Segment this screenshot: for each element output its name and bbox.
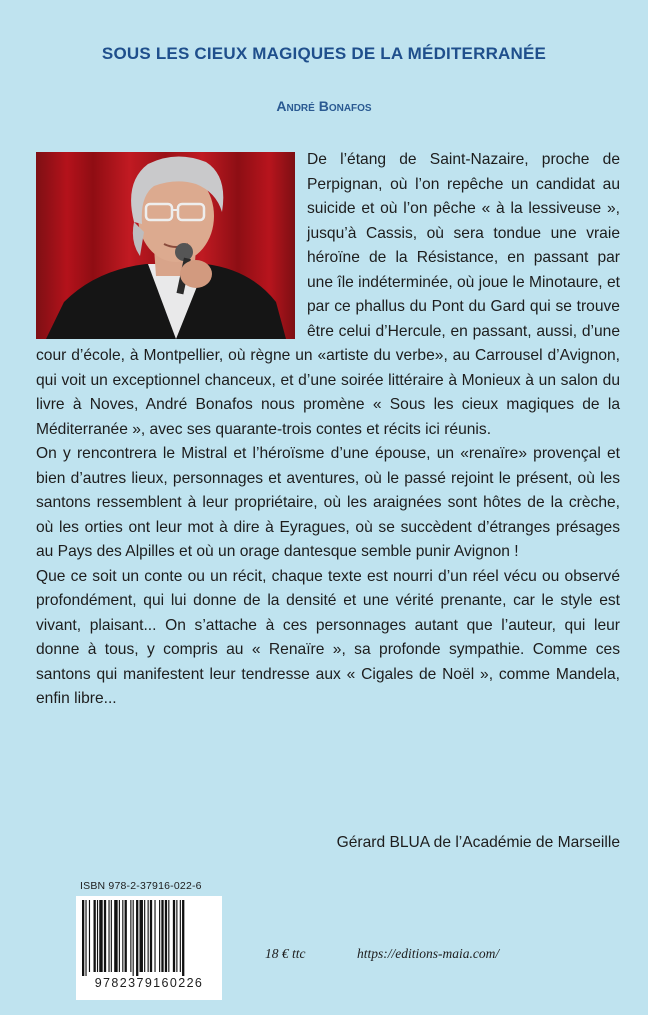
barcode-bar bbox=[173, 900, 175, 972]
barcode-bar bbox=[82, 900, 84, 976]
author-name: André Bonafos bbox=[276, 98, 372, 114]
barcode-bar bbox=[125, 900, 127, 972]
barcode-bar bbox=[140, 900, 143, 972]
barcode-bar bbox=[85, 900, 86, 976]
barcode-bar bbox=[111, 900, 112, 972]
barcode-bar bbox=[89, 900, 90, 972]
barcode-bar bbox=[97, 900, 98, 972]
book-title: SOUS LES CIEUX MAGIQUES DE LA MÉDITERRANÉE bbox=[101, 44, 547, 63]
barcode-bar bbox=[182, 900, 184, 976]
barcode-bar bbox=[104, 900, 106, 972]
blurb-paragraph-3: Que ce soit un conte ou un récit, chaque texte est nourri d’un réel vécu ou observé profondément, qui lui donne de la densité et une vérité prenante, car le style est vivant, plaisant... On s’attache à ces personnages autant que l’auteur, qui leur donne à tous, y compris au « Renaïre », sa profonde sympathie. Comme ces santons qui manifestent leur tendresse aux « Cigales de Noël », comme Mandela, enfin libre... bbox=[36, 567, 620, 707]
barcode-bar bbox=[122, 900, 123, 972]
barcode bbox=[76, 896, 222, 1000]
back-cover-blurb bbox=[36, 148, 620, 712]
barcode-bar bbox=[108, 900, 109, 972]
barcode-bar bbox=[144, 900, 145, 972]
barcode-bar bbox=[136, 900, 138, 976]
barcode-bar bbox=[119, 900, 120, 972]
barcode-bar bbox=[159, 900, 160, 972]
publisher-url[interactable]: https://editions-maia.com/ bbox=[357, 946, 500, 961]
blurb-paragraph-2: On y rencontrera le Mistral et l’héroïsme d’une épouse, un «renaïre» provençal et bien d’autres lieux, personnages et aventures, où le passé rejoint le présent, où les santons ressemblent à leur propriétaire, où les araignées sont hôtes de la crèche, où les orties ont leur mot à dire à Eyragues, où se succèdent d’étranges présages au Pays des Alpilles et où un orage dantesque semble punir Avignon ! bbox=[36, 445, 620, 560]
barcode-bar bbox=[94, 900, 96, 972]
blurb-paragraph-1: De l’étang de Saint-Nazaire, proche de Perpignan, où l’on repêche un candidat au suicide et où l’on pêche « à la lessiveuse », jusqu’à Cassis, où sera tondue une vraie héroïne de la Résistance, en passant par une île indéterminée, où joue le Minotaure, et par ce phallus du Pont du Gard qui se trouve être celui d’Hercule, en passant, aussi, d’une cour d’école, à Montpellier, où règne un «artiste du verbe», au Carrousel d’Avignon, qui voit un exceptionnel chanceux, et d’une soirée littéraire à Monieux à un salon du livre à Noves, André Bonafos nous promène « Sous les cieux magiques de la Méditerranée », avec ses quarante-trois contes et récits ici réunis. bbox=[36, 151, 620, 438]
barcode-bar bbox=[165, 900, 167, 972]
barcode-bar bbox=[168, 900, 169, 972]
barcode-bar bbox=[130, 900, 131, 972]
barcode-bar bbox=[114, 900, 117, 972]
barcode-bars-icon bbox=[76, 896, 222, 976]
barcode-bar bbox=[176, 900, 177, 972]
barcode-bar bbox=[133, 900, 134, 976]
barcode-bar bbox=[161, 900, 163, 972]
barcode-bar bbox=[150, 900, 152, 972]
barcode-digits: 9782379160226 bbox=[94, 976, 204, 990]
barcode-bar bbox=[99, 900, 102, 972]
blurb-signature: Gérard BLUA de l’Académie de Marseille bbox=[336, 834, 620, 851]
price: 18 € ttc bbox=[265, 946, 306, 961]
isbn-label: ISBN 978-2-37916-022-6 bbox=[80, 880, 202, 892]
barcode-bar bbox=[148, 900, 149, 972]
barcode-bar bbox=[154, 900, 155, 972]
photo-spacer bbox=[36, 148, 307, 344]
barcode-bar bbox=[180, 900, 181, 972]
